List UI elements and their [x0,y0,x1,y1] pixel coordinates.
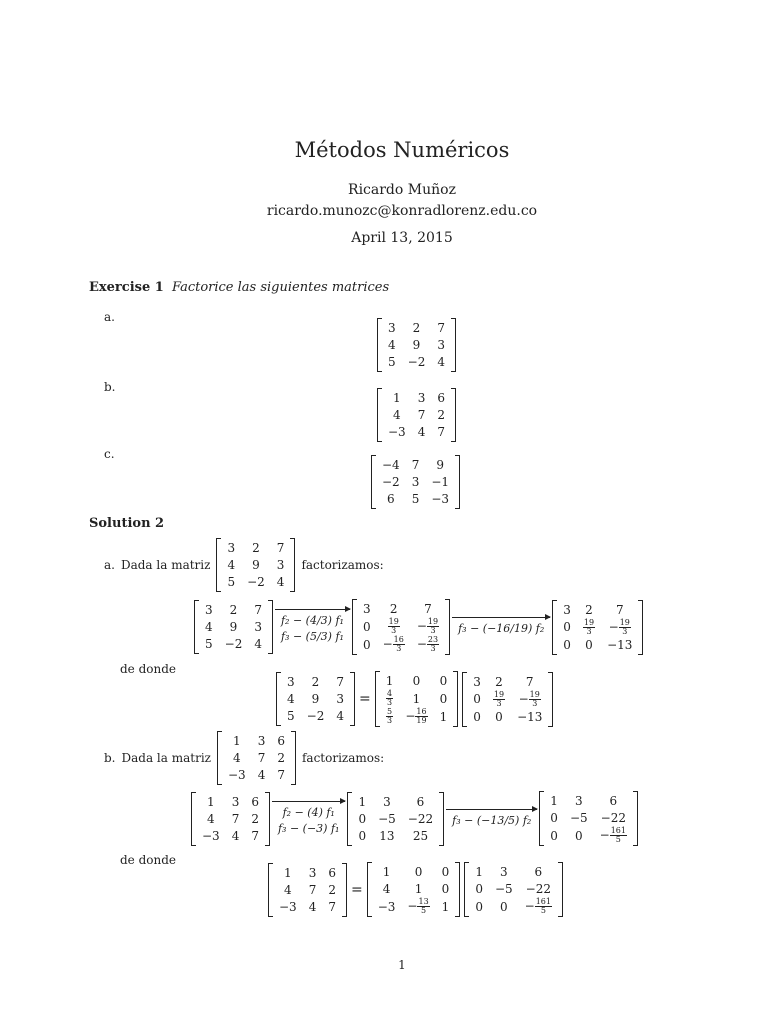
solution-b-de-donde: de donde [120,853,177,867]
row-op-arrow-b1: f₂ − (4) f₁ f₃ − (−3) f₁ [272,801,345,837]
solution-a-elimination: 3 2 7 4 9 3 5 −2 4 f₂ − (4/3) f₁ f₃ − (5/3) f₁ 3 2 7 0 $\frac{19}{3}$ − $\frac{19}{3}$ 0 − $\frac{16}{3}$ − $\frac{23}{3}$ f₃ − (−16/19) f₂ 3 2 7 0 $\frac{19}{3}$ − $\frac{19}{3}$ 0 0 −13 [194,599,643,655]
solution-heading: Solution 2 [89,516,165,531]
solution-a-matrix: 3 2 7 4 9 3 5 −2 4 [216,538,295,592]
author-block [0,180,768,222]
solution-b-lu: 1 3 6 4 7 2 −3 4 7 = 1 0 0 4 1 0 −3 − $\frac{13}{5}$ 1 1 3 6 0 −5 −22 0 0 − $\frac{161}{5}$ [268,862,563,917]
page-number: 1 [398,958,406,972]
solution-a-intro: a. Dada la matriz 3 2 7 4 9 3 5 −2 4 factorizamos: [104,538,390,592]
exercise-item-a-label: a. [104,310,115,324]
exercise-matrix-b: 1 3 6 4 7 2 −3 4 7 [377,388,456,442]
exercise-matrix-c: −4 7 9 −2 3 −1 6 5 −3 [371,455,460,509]
solution-b-label: b. [104,751,116,765]
solution-b-matrix: 1 3 6 4 7 2 −3 4 7 [217,731,296,785]
exercise-matrix-a: 3 2 7 4 9 3 5 −2 4 [377,318,456,372]
row-op-arrow-b2: f₃ − (−13/5) f₂ [446,809,537,829]
row-op-arrow-a1: f₂ − (4/3) f₁ f₃ − (5/3) f₁ [275,609,350,645]
solution-b-elimination: 1 3 6 4 7 2 −3 4 7 f₂ − (4) f₁ f₃ − (−3) f₁ 1 3 6 0 −5 −22 0 13 25 f₃ − (−13/5) f₂ 1 3 6 0 −5 −22 0 0 − $\frac{161}{5}$ [191,791,638,846]
author-email: ricardo.munozc@konradlorenz.edu.co [266,203,538,219]
solution-b-intro: b. Dada la matriz 1 3 6 4 7 2 −3 4 7 factorizamos: [104,731,390,785]
exercise-item-c-label: c. [104,447,115,461]
author-name: Ricardo Muñoz [348,182,456,198]
exercise-heading [89,280,389,295]
solution-a-label: a. [104,558,115,572]
row-op-arrow-a2: f₃ − (−16/19) f₂ [452,617,550,637]
exercise-label: Exercise 1 [89,280,164,295]
document-date: April 13, 2015 [351,230,453,246]
solution-a-de-donde: de donde [120,662,177,676]
document-title: Métodos Numéricos [294,138,510,162]
exercise-item-b-label: b. [104,380,116,394]
solution-a-lu: 3 2 7 4 9 3 5 −2 4 = 1 0 0 $\frac{4}{3}$ 1 0 $\frac{5}{3}$ − $\frac{16}{19}$ 1 3 2 7 0 $\frac{19}{3}$ − $\frac{19}{3}$ 0 0 −13 [276,671,553,727]
exercise-prompt: Factorice las siguientes matrices [171,280,390,295]
